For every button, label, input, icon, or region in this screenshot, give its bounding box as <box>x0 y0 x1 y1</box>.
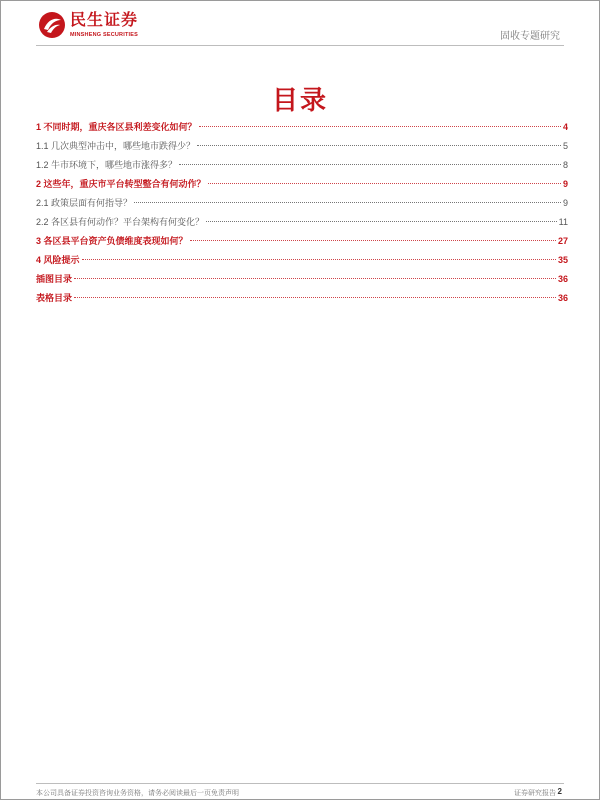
toc-entry[interactable] <box>36 253 568 268</box>
toc-leader-dots <box>199 126 561 127</box>
toc-entry-label: 2.1 政策层面有何指导？ <box>36 198 133 208</box>
toc-entry[interactable] <box>36 158 568 173</box>
toc-entry-page: 36 <box>557 274 568 284</box>
toc-entry-page: 9 <box>562 198 568 208</box>
page-number: 2 <box>557 787 562 796</box>
toc-entry-label: 1 不同时期，重庆各区县利差变化如何？ <box>36 122 197 132</box>
header-divider <box>36 45 564 46</box>
footer-divider <box>36 783 564 784</box>
toc-entry[interactable] <box>36 215 568 230</box>
toc-entry-page: 27 <box>557 236 568 246</box>
toc-entry-label: 表格目录 <box>36 293 73 303</box>
report-type: 固收专题研究 <box>500 31 560 42</box>
toc-leader-dots <box>197 145 561 146</box>
toc-entry-page: 11 <box>558 217 568 227</box>
toc-entry[interactable] <box>36 177 568 192</box>
toc-title: 目录 <box>271 85 328 115</box>
brand-logo <box>38 11 138 39</box>
toc-entry-page: 36 <box>557 293 568 303</box>
table-of-contents <box>36 120 568 306</box>
footer-disclaimer: 本公司具备证券投资咨询业务资格，请务必阅读最后一页免责声明 <box>36 790 239 797</box>
toc-entry-label: 1.1 几次典型冲击中，哪些地市跌得少？ <box>36 141 196 151</box>
toc-leader-dots <box>82 259 556 260</box>
toc-entry[interactable] <box>36 120 568 135</box>
page-header <box>0 0 600 48</box>
toc-leader-dots <box>208 183 561 184</box>
toc-leader-dots <box>74 297 556 298</box>
toc-entry-label: 1.2 牛市环境下，哪些地市涨得多？ <box>36 160 178 170</box>
minsheng-logo-icon <box>38 11 66 39</box>
toc-leader-dots <box>179 164 561 165</box>
toc-entry[interactable] <box>36 139 568 154</box>
footer-doc-type: 证券研究报告 <box>514 790 556 797</box>
toc-entry-page: 8 <box>562 160 568 170</box>
toc-entry[interactable] <box>36 272 568 287</box>
toc-leader-dots <box>206 221 557 222</box>
brand-name-en: MINSHENG SECURITIES <box>70 31 138 38</box>
toc-entry-page: 9 <box>562 179 568 189</box>
toc-leader-dots <box>134 202 561 203</box>
toc-entry-page: 4 <box>562 122 568 132</box>
toc-entry[interactable] <box>36 196 568 211</box>
toc-entry[interactable] <box>36 291 568 306</box>
toc-entry-label: 4 风险提示 <box>36 255 80 265</box>
toc-entry-label: 2.2 各区县有何动作？平台架构有何变化？ <box>36 217 205 227</box>
toc-entry-page: 5 <box>562 141 568 151</box>
brand-name-cn: 民生证券 <box>70 11 139 29</box>
toc-entry[interactable] <box>36 234 568 249</box>
toc-leader-dots <box>190 240 556 241</box>
toc-entry-label: 2 这些年，重庆市平台转型整合有何动作？ <box>36 179 206 189</box>
toc-entry-label: 插图目录 <box>36 274 73 284</box>
toc-entry-page: 35 <box>557 255 568 265</box>
toc-entry-label: 3 各区县平台资产负债维度表现如何？ <box>36 236 188 246</box>
toc-leader-dots <box>74 278 556 279</box>
